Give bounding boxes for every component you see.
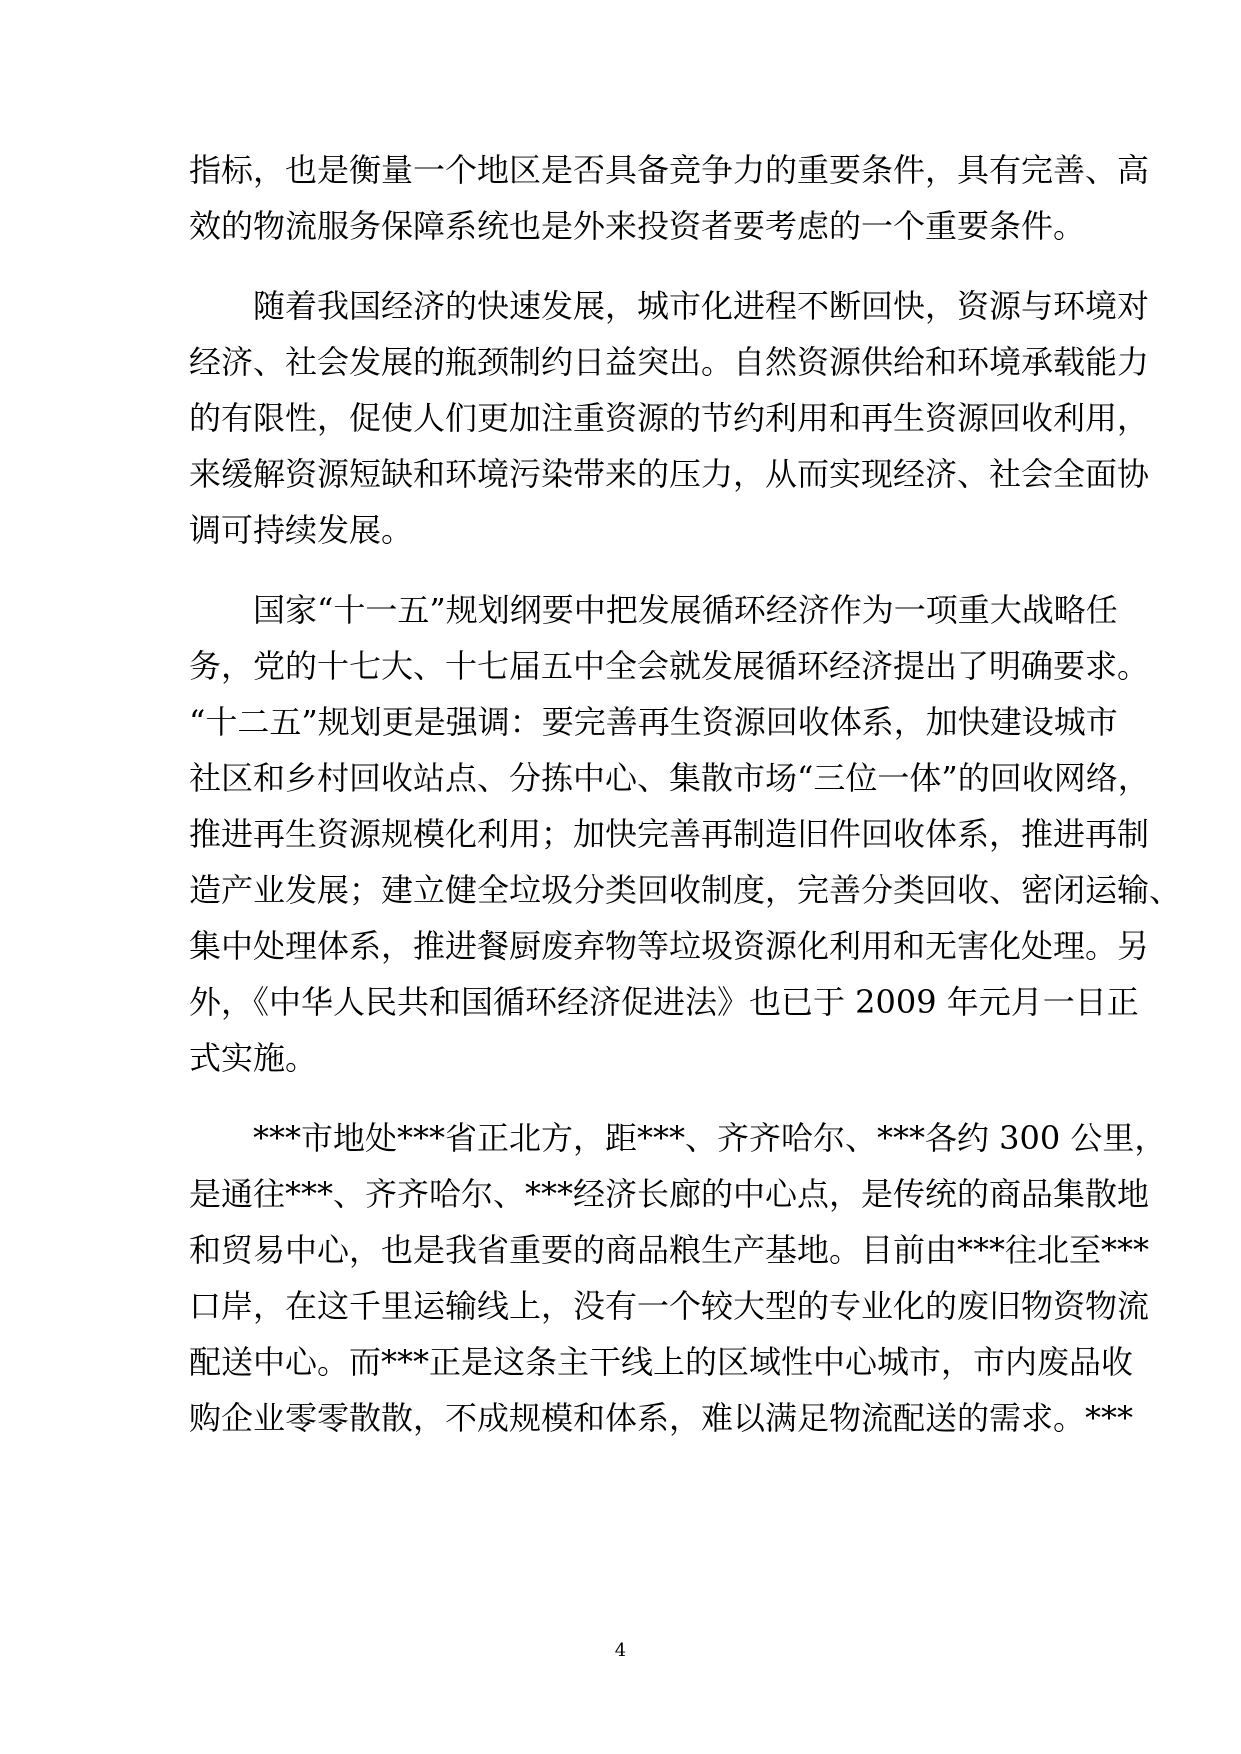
- text-line: 社区和乡村回收站点、分拣中心、集散市场“三位一体”的回收网络，: [189, 759, 1150, 797]
- text-line: 经济、社会发展的瓶颈制约日益突出。自然资源供给和环境承载能力: [189, 343, 1150, 381]
- text-line: 随着我国经济的快速发展，城市化进程不断回快，资源与环境对: [189, 287, 1150, 325]
- paragraph: [189, 1110, 1167, 1446]
- text-line: 购企业零零散散，不成规模和体系，难以满足物流配送的需求。***: [189, 1399, 1134, 1437]
- text-line: 式实施。: [189, 1039, 318, 1077]
- document-body: [189, 142, 1182, 1446]
- text-line: 造产业发展；建立健全垃圾分类回收制度，完善分类回收、密闭运输、: [189, 871, 1182, 909]
- text-line: “十二五”规划更是强调：要完善再生资源回收体系，加快建设城市: [189, 703, 1118, 741]
- text-line: 务，党的十七大、十七届五中全会就发展循环经济提出了明确要求。: [189, 647, 1150, 685]
- paragraph: [189, 278, 1150, 558]
- text-line: 推进再生资源规模化利用；加快完善再制造旧件回收体系，推进再制: [189, 815, 1150, 853]
- text-line: 是通往***、齐齐哈尔、***经济长廊的中心点，是传统的商品集散地: [189, 1175, 1150, 1213]
- text-line: 调可持续发展。: [189, 511, 414, 549]
- text-line: 集中处理体系，推进餐厨废弃物等垃圾资源化利用和无害化处理。另: [189, 927, 1150, 965]
- text-line: 指标，也是衡量一个地区是否具备竞争力的重要条件，具有完善、高: [189, 151, 1150, 189]
- text-line: 来缓解资源短缺和环境污染带来的压力，从而实现经济、社会全面协: [189, 455, 1150, 493]
- text-line: 外，《中华人民共和国循环经济促进法》也已于 2009 年元月一日正: [189, 983, 1139, 1021]
- text-line: 和贸易中心，也是我省重要的商品粮生产基地。目前由***往北至***: [189, 1231, 1150, 1269]
- page-number: 4: [614, 1640, 627, 1661]
- paragraph: [189, 582, 1182, 1086]
- paragraph: [189, 142, 1150, 254]
- text-line: 口岸，在这千里运输线上，没有一个较大型的专业化的废旧物资物流: [189, 1287, 1150, 1325]
- text-line: 国家“十一五”规划纲要中把发展循环经济作为一项重大战略任: [189, 591, 1118, 629]
- text-line: 的有限性，促使人们更加注重资源的节约利用和再生资源回收利用，: [189, 399, 1150, 437]
- text-line: 配送中心。而***正是这条主干线上的区域性中心城市，市内废品收: [189, 1343, 1134, 1381]
- text-line: 效的物流服务保障系统也是外来投资者要考虑的一个重要条件。: [189, 207, 1086, 245]
- text-line: ***市地处***省正北方，距***、齐齐哈尔、***各约 300 公里，: [189, 1119, 1167, 1157]
